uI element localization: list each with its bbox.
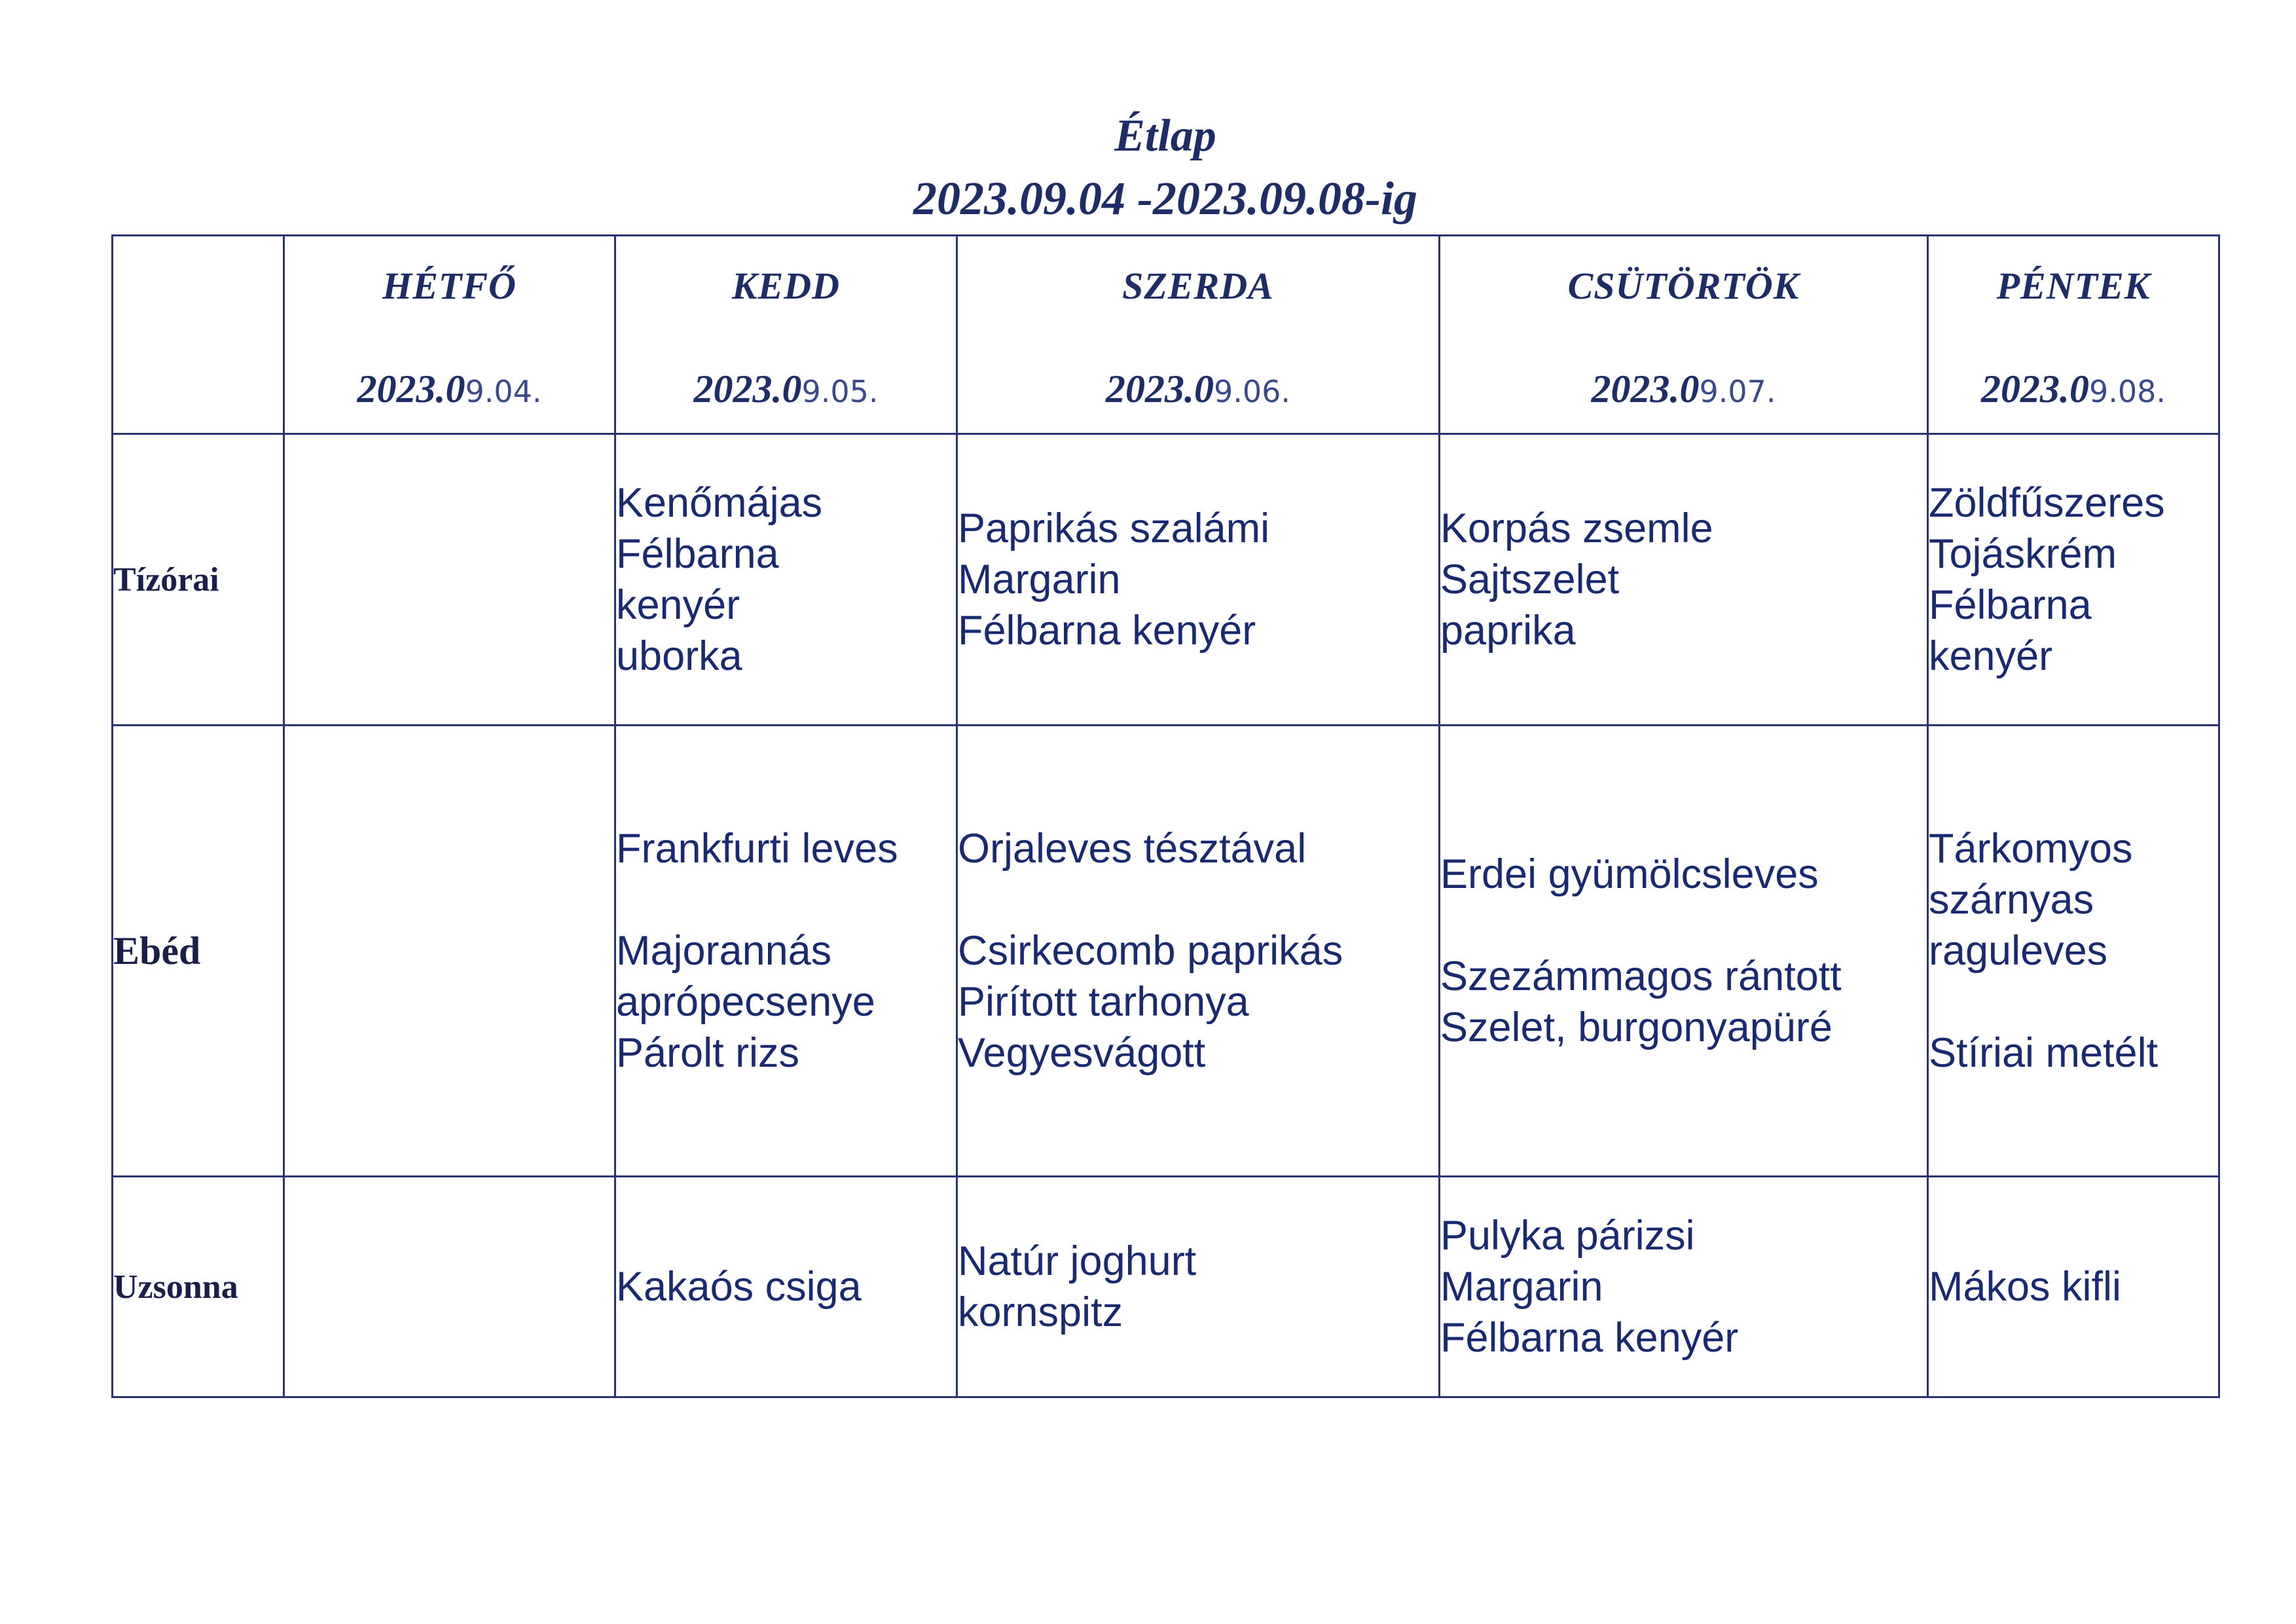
menu-cell — [957, 726, 1440, 1177]
date-handwritten: 9.06. — [1213, 374, 1291, 409]
menu-item: Tojáskrém — [1929, 531, 2117, 577]
line-gap — [958, 874, 1438, 925]
day-name: PÉNTEK — [1996, 265, 2151, 307]
meal-label: Tízórai — [113, 434, 284, 726]
menu-item: Kakaós csiga — [616, 1264, 862, 1310]
day-date — [1929, 367, 2218, 412]
menu-cell — [1928, 726, 2219, 1177]
menu-item: Félbarna kenyér — [1440, 1315, 1739, 1361]
menu-item: Kenőmájas — [616, 480, 823, 526]
menu-item: Félbarna — [1929, 582, 2092, 628]
menu-cell — [957, 1177, 1440, 1397]
menu-cell — [1440, 726, 1928, 1177]
day-name: KEDD — [731, 265, 841, 307]
menu-cell — [284, 726, 615, 1177]
menu-item: Margarin — [1440, 1264, 1603, 1310]
menu-item: Pulyka párizsi — [1440, 1213, 1695, 1259]
menu-item: Erdei gyümölcsleves — [1440, 851, 1819, 897]
menu-date-range: 2023.09.04 -2023.09.08-ig — [913, 172, 1417, 225]
day-date — [285, 367, 614, 412]
menu-cell — [615, 726, 957, 1177]
menu-table — [111, 234, 2220, 1398]
line-gap — [1440, 900, 1927, 951]
menu-item: Párolt rizs — [616, 1030, 800, 1076]
menu-cell — [957, 434, 1440, 726]
line-gap — [1929, 976, 2218, 1027]
day-date — [1440, 367, 1927, 412]
menu-cell — [1928, 1177, 2219, 1397]
menu-cell — [1928, 434, 2219, 726]
menu-item: Mákos kifli — [1929, 1264, 2122, 1310]
menu-item: Szelet, burgonyapüré — [1440, 1005, 1832, 1050]
menu-item: Félbarna kenyér — [958, 608, 1256, 654]
menu-cell — [615, 1177, 957, 1397]
menu-item: Paprikás szalámi — [958, 506, 1270, 551]
menu-cell — [284, 434, 615, 726]
menu-item: kenyér — [616, 582, 740, 628]
date-handwritten: 9.08. — [2088, 374, 2166, 409]
meal-label: Ebéd — [113, 726, 284, 1177]
menu-item: Zöldfűszeres — [1929, 480, 2165, 526]
meal-label: Uzsonna — [113, 1177, 284, 1397]
menu-item: Pirított tarhonya — [958, 979, 1249, 1025]
date-printed: 2023.0 — [357, 367, 465, 411]
menu-item: Korpás zsemle — [1440, 506, 1713, 551]
menu-item: Félbarna — [616, 531, 779, 577]
menu-item: uborka — [616, 633, 742, 679]
menu-cell — [284, 1177, 615, 1397]
menu-item: Orjaleves tésztával — [958, 826, 1307, 872]
date-handwritten: 9.04. — [465, 374, 542, 409]
menu-item: Natúr joghurt — [958, 1238, 1197, 1284]
meal-row-tizorai — [113, 434, 2219, 726]
date-handwritten: 9.07. — [1699, 374, 1776, 409]
date-printed: 2023.0 — [1591, 367, 1700, 411]
day-header-thursday — [1440, 236, 1928, 434]
day-header-friday — [1928, 236, 2219, 434]
menu-item: paprika — [1440, 608, 1576, 654]
menu-cell — [1440, 1177, 1928, 1397]
day-header-wednesday — [957, 236, 1440, 434]
date-printed: 2023.0 — [693, 367, 802, 411]
menu-item: raguleves — [1929, 928, 2108, 974]
meal-row-ebed — [113, 726, 2219, 1177]
menu-cell — [615, 434, 957, 726]
corner-cell — [113, 236, 284, 434]
day-date — [958, 367, 1438, 412]
menu-item: aprópecsenye — [616, 979, 875, 1025]
day-date — [616, 367, 956, 412]
menu-item: Csirkecomb paprikás — [958, 928, 1343, 974]
menu-item: szárnyas — [1929, 877, 2094, 923]
date-printed: 2023.0 — [1980, 367, 2089, 411]
day-header-row — [113, 236, 2219, 434]
menu-item: Margarin — [958, 557, 1121, 602]
menu-item: Frankfurti leves — [616, 826, 898, 872]
day-header-monday — [284, 236, 615, 434]
menu-item: Sajtszelet — [1440, 557, 1620, 602]
meal-row-uzsonna — [113, 1177, 2219, 1397]
day-header-tuesday — [615, 236, 957, 434]
menu-item: kenyér — [1929, 633, 2053, 679]
day-name: SZERDA — [1122, 265, 1274, 307]
menu-item: Majorannás — [616, 928, 832, 974]
menu-item: kornspitz — [958, 1289, 1123, 1335]
menu-item: Tárkomyos — [1929, 826, 2133, 872]
day-name: HÉTFŐ — [382, 265, 517, 307]
day-name: CSÜTÖRTÖK — [1567, 265, 1800, 307]
menu-item: Szezámmagos rántott — [1440, 953, 1842, 999]
menu-title: Étlap — [1114, 111, 1216, 161]
menu-cell — [1440, 434, 1928, 726]
menu-item: Stíriai metélt — [1929, 1030, 2159, 1076]
menu-item: Vegyesvágott — [958, 1030, 1206, 1076]
date-printed: 2023.0 — [1105, 367, 1214, 411]
date-handwritten: 9.05. — [801, 374, 879, 409]
line-gap — [616, 874, 956, 925]
